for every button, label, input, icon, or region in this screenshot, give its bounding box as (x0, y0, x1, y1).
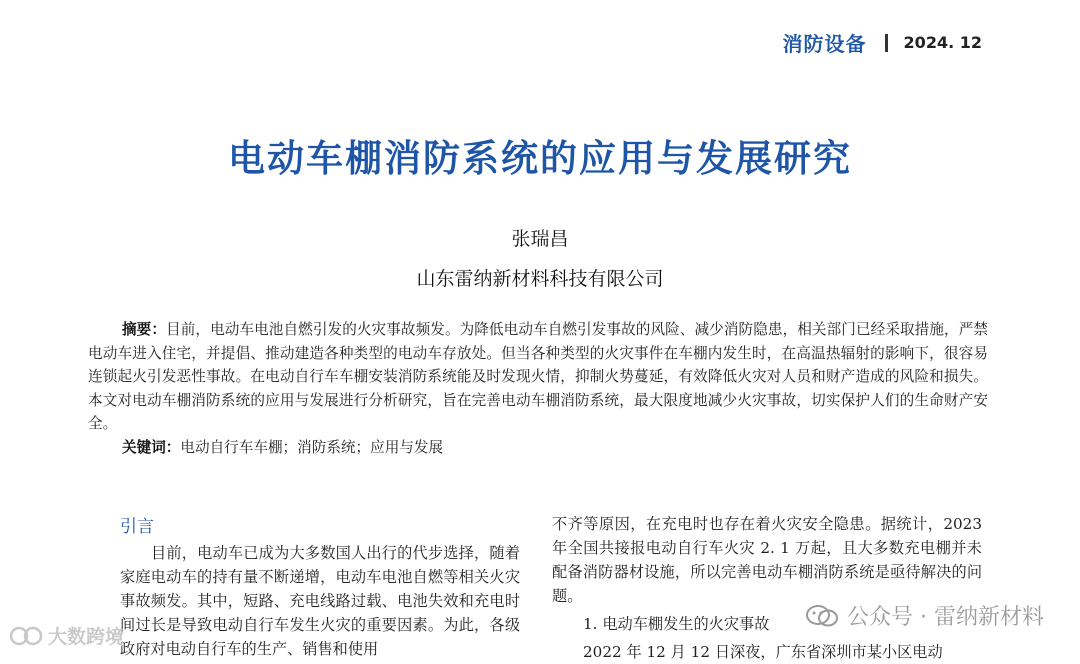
keywords-line (88, 436, 988, 460)
paper-affiliation: 山东雷纳新材料科技有限公司 (416, 268, 664, 290)
issue-date: 2024. 12 (903, 33, 982, 52)
intro-paragraph: 目前，电动车已成为大多数国人出行的代步选择，随着家庭电动车的持有量不断递增，电动车电池自燃等相关火灾事故频发。其中，短路、充电线路过载、电池失效和充电时间过长是导致电动自行车发生火灾的重要因素。为此，各级政府对电动自行车的生产、销售和使用 (120, 544, 520, 658)
keywords-label: 关键词： (122, 438, 181, 456)
abstract-paragraph (88, 318, 988, 436)
logo-icon (8, 625, 44, 647)
wechat-watermark (805, 600, 1044, 631)
abstract-label: 摘要： (122, 321, 167, 338)
keywords-text: 电动自行车车棚；消防系统；应用与发展 (180, 438, 444, 456)
section-heading-intro: 引言 (120, 517, 154, 537)
corner-watermark (8, 622, 124, 649)
subsection-paragraph: 2022 年 12 月 12 日深夜，广东省深圳市某小区电动 (583, 643, 943, 661)
paper-title: 电动车棚消防系统的应用与发展研究 (228, 137, 852, 180)
right-column (552, 512, 982, 664)
right-paragraph: 不齐等原因，在充电时也存在着火灾安全隐患。据统计，2023 年全国共接报电动自行车火灾 2. 1 万起，且大多数充电棚并未配备消防器材设施，所以完善电动车棚消防系统是亟待解决的问题。 (552, 515, 982, 605)
abstract-text: 目前，电动车电池自燃引发的火灾事故频发。为降低电动车自燃引发事故的风险、减少消防隐患，相关部门已经采取措施，严禁电动车进入住宅，并提倡、推动建造各种类型的电动车存放处。但当各种类型的火灾事件在车棚内发生时，在高温热辐射的影响下，很容易连锁起火引发恶性事故。在电动自行车车棚安装消防系统能及时发现火情，抑制火势蔓延，有效降低火灾对人员和财产造成的风险和损失。本文对电动车棚消防系统的应用与发展进行分析研究，旨在完善电动车棚消防系统，最大限度地减少火灾事故，切实保护人们的生命财产安全。 (88, 321, 988, 432)
corner-watermark-text: 大数跨境 (48, 626, 125, 648)
paper-author: 张瑞昌 (511, 228, 569, 250)
page-header (783, 28, 982, 57)
left-column (120, 512, 520, 661)
subsection-heading: 1. 电动车棚发生的火灾事故 (583, 615, 770, 633)
header-divider (885, 34, 888, 52)
wechat-watermark-text: 公众号 · 雷纳新材料 (847, 605, 1044, 630)
abstract-block (88, 318, 988, 459)
wechat-icon (805, 604, 839, 628)
journal-name: 消防设备 (782, 32, 867, 56)
